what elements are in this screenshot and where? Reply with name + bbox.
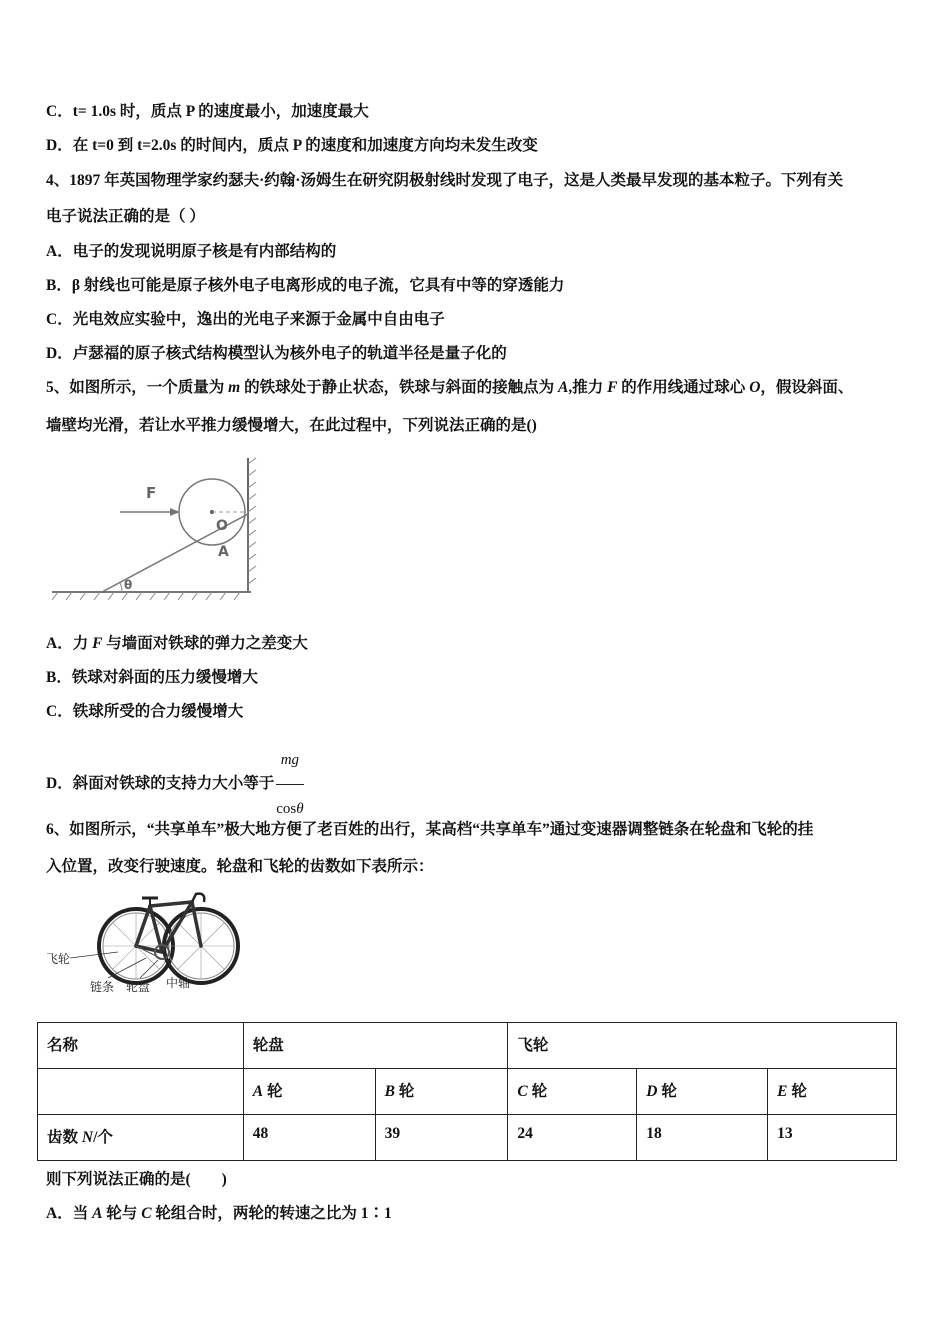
q6-stem-line1: 6、如图所示，“共享单车”极大地方便了老百姓的出行，某高档“共享单车”通过变速器调整链条在轮盘和飞轮的挂 bbox=[46, 821, 814, 838]
wall-hatching bbox=[248, 458, 256, 584]
q5-stem-text: 5、如图所示，一个质量为 bbox=[46, 379, 229, 396]
q3-option-c: C．t= 1.0s 时，质点 P 的速度最小，加速度最大 bbox=[46, 103, 369, 120]
q6a-text: 轮与 bbox=[102, 1205, 142, 1222]
q5-option-c: C．铁球所受的合力缓慢增大 bbox=[46, 703, 244, 720]
q4-option-c: C．光电效应实验中，逸出的光电子来源于金属中自由电子 bbox=[46, 311, 445, 328]
cell-wheel-e bbox=[768, 1069, 897, 1115]
angle-arc bbox=[120, 583, 122, 592]
table-row-teeth bbox=[38, 1115, 897, 1161]
q5-stem-text: ，假设斜面、 bbox=[760, 379, 854, 396]
wheel-a-letter: A bbox=[252, 1083, 264, 1100]
cell-teeth-d: 18 bbox=[637, 1115, 768, 1161]
cell-empty bbox=[38, 1069, 244, 1115]
wheel-suffix: 轮 bbox=[263, 1083, 283, 1100]
q5d-text: D．斜面对铁球的支持力大小等于 bbox=[46, 775, 275, 793]
cell-wheel-a bbox=[243, 1069, 375, 1115]
cell-wheel-b bbox=[375, 1069, 508, 1115]
label-chainring: 轮盘 bbox=[126, 980, 151, 994]
label-theta: θ bbox=[124, 578, 133, 592]
pointer-flywheel bbox=[70, 952, 118, 958]
label-flywheel: 飞轮 bbox=[46, 952, 71, 966]
q5-var-f: F bbox=[607, 379, 618, 396]
handlebar bbox=[192, 894, 204, 902]
q5-option-d bbox=[46, 738, 304, 831]
label-f: F bbox=[146, 484, 157, 502]
q6a-text: 轮组合时，两轮的转速之比为 1∶1 bbox=[151, 1205, 392, 1222]
wheel-suffix: 轮 bbox=[527, 1083, 548, 1100]
teeth-table bbox=[37, 1022, 897, 1161]
label-axle: 中轴 bbox=[166, 976, 191, 990]
fraction-mg-over-cos-theta bbox=[276, 738, 303, 831]
ground-hatching bbox=[52, 592, 240, 600]
q5-option-a bbox=[46, 634, 308, 654]
cell-chainring-header: 轮盘 bbox=[243, 1023, 508, 1069]
wheel-c-letter: C bbox=[517, 1083, 528, 1100]
theta-text: θ bbox=[296, 801, 304, 817]
teeth-label-n: N bbox=[81, 1129, 94, 1146]
cell-teeth-c: 24 bbox=[508, 1115, 637, 1161]
q6-option-a bbox=[46, 1204, 392, 1224]
cell-teeth-label bbox=[38, 1115, 244, 1161]
q6a-var-c: C bbox=[141, 1205, 152, 1222]
q5-var-a: A bbox=[557, 379, 569, 396]
q6-stem-line2: 入位置，改变行驶速度。轮盘和飞轮的齿数如下表所示： bbox=[46, 858, 434, 875]
q4-stem-line2: 电子说法正确的是（ ） bbox=[46, 208, 205, 225]
q6a-var-a: A bbox=[92, 1205, 103, 1222]
teeth-label-unit: /个 bbox=[93, 1129, 113, 1146]
wheel-b-letter: B bbox=[384, 1083, 395, 1100]
label-chain: 链条 bbox=[90, 980, 115, 994]
teeth-label-text: 齿数 bbox=[47, 1129, 82, 1146]
table-row-wheels bbox=[38, 1069, 897, 1115]
q5-stem-line1 bbox=[46, 378, 853, 398]
q6a-text: A．当 bbox=[46, 1205, 93, 1222]
wheel-d-letter: D bbox=[646, 1083, 658, 1100]
wheel-suffix: 轮 bbox=[657, 1083, 677, 1100]
q4-option-b: B．β 射线也可能是原子核外电子电离形成的电子流，它具有中等的穿透能力 bbox=[46, 277, 565, 294]
fraction-numerator: mg bbox=[276, 738, 303, 785]
cell-name-header: 名称 bbox=[38, 1023, 244, 1069]
q5-var-m: m bbox=[228, 379, 241, 396]
table-row-header bbox=[38, 1023, 897, 1069]
q5-stem-text: ,推力 bbox=[568, 379, 608, 396]
q5-stem-text: 的作用线通过球心 bbox=[617, 379, 750, 396]
wheel-suffix: 轮 bbox=[394, 1083, 415, 1100]
q6-question: 则下列说法正确的是( ) bbox=[46, 1171, 227, 1188]
ball-slope-figure bbox=[46, 452, 266, 610]
q4-stem-line1: 4、1897 年英国物理学家约瑟夫·约翰·汤姆生在研究阴极射线时发现了电子，这是人类最早发现的基本粒子。下列有关 bbox=[46, 172, 843, 189]
q4-option-d: D．卢瑟福的原子核式结构模型认为核外电子的轨道半径是量子化的 bbox=[46, 345, 507, 362]
label-o: O bbox=[216, 518, 228, 534]
q5a-var-f: F bbox=[92, 635, 103, 652]
wheel-suffix: 轮 bbox=[787, 1083, 807, 1100]
cell-flywheel-header: 飞轮 bbox=[508, 1023, 897, 1069]
q5a-text: A．力 bbox=[46, 635, 93, 652]
q3-option-d: D．在 t=0 到 t=2.0s 的时间内，质点 P 的速度和加速度方向均未发生改变 bbox=[46, 137, 538, 154]
cell-teeth-a: 48 bbox=[243, 1115, 375, 1161]
cell-teeth-e: 13 bbox=[768, 1115, 897, 1161]
q4-option-a: A．电子的发现说明原子核是有内部结构的 bbox=[46, 243, 337, 260]
cos-text: cos bbox=[276, 801, 297, 817]
cell-wheel-d bbox=[637, 1069, 768, 1115]
cell-wheel-c bbox=[508, 1069, 637, 1115]
wheel-e-letter: E bbox=[777, 1083, 788, 1100]
q5a-text: 与墙面对铁球的弹力之差变大 bbox=[102, 635, 308, 652]
q5-stem-text: 的铁球处于静止状态，铁球与斜面的接触点为 bbox=[240, 379, 558, 396]
spokes bbox=[103, 913, 234, 979]
cell-teeth-b: 39 bbox=[375, 1115, 508, 1161]
q5-var-o: O bbox=[749, 379, 761, 396]
label-a: A bbox=[218, 544, 229, 560]
q5-stem-line2: 墙壁均光滑，若让水平推力缓慢增大，在此过程中，下列说法正确的是() bbox=[46, 417, 537, 434]
q5-option-b: B．铁球对斜面的压力缓慢增大 bbox=[46, 669, 258, 686]
